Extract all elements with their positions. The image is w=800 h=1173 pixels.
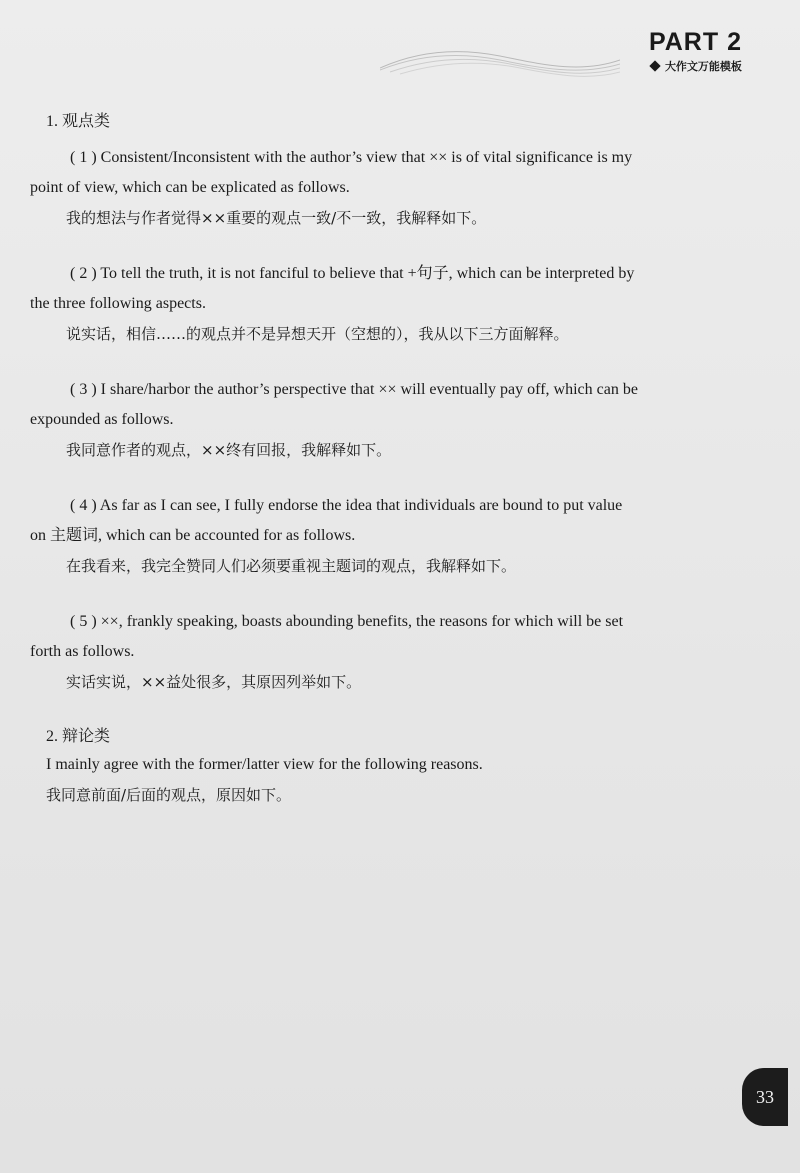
english-line-2: point of view, which can be explicated as follows. bbox=[30, 179, 350, 196]
template-item-3 bbox=[30, 375, 695, 465]
template-chinese: 说实话，相信……的观点并不是异想天开（空想的），我从以下三方面解释。 bbox=[66, 325, 569, 343]
template-chinese: 在我看来，我完全赞同人们必须要重视主题词的观点，我解释如下。 bbox=[66, 557, 517, 575]
template-chinese: 我的想法与作者觉得××重要的观点一致/不一致，我解释如下。 bbox=[66, 209, 487, 227]
debate-english: I mainly agree with the former/latter view for the following reasons. bbox=[46, 756, 483, 773]
debate-chinese: 我同意前面/后面的观点，原因如下。 bbox=[46, 786, 292, 804]
section-debate bbox=[30, 723, 695, 810]
section-title-viewpoint: 1. 观点类 bbox=[46, 113, 111, 130]
template-item-2 bbox=[30, 259, 695, 349]
page-content bbox=[30, 108, 695, 810]
template-chinese: 实话实说，××益处很多，其原因列举如下。 bbox=[66, 673, 362, 691]
template-item-4 bbox=[30, 491, 695, 581]
english-line-1: ××, frankly speaking, boasts abounding benefits, the reasons for which will be set bbox=[100, 613, 624, 630]
template-chinese: 我同意作者的观点，××终有回报，我解释如下。 bbox=[66, 441, 392, 459]
english-line-1: As far as I can see, I fully endorse the idea that individuals are bound to put value bbox=[99, 497, 623, 514]
english-line-1: Consistent/Inconsistent with the author’s view that ×× is of vital significance is my bbox=[100, 149, 633, 166]
page-number-tab: 33 bbox=[742, 1068, 788, 1126]
header-subtitle: 大作文万能模板 bbox=[664, 60, 742, 73]
page-header bbox=[649, 30, 742, 74]
template-english bbox=[30, 375, 695, 435]
english-line-2: expounded as follows. bbox=[30, 411, 174, 428]
item-number: ( 3 ) bbox=[70, 381, 97, 398]
template-english bbox=[30, 491, 695, 551]
section-title-debate: 2. 辩论类 bbox=[46, 728, 111, 745]
item-number: ( 2 ) bbox=[70, 265, 97, 282]
header-wave-decoration bbox=[380, 40, 620, 90]
template-english bbox=[30, 607, 695, 667]
template-item-5 bbox=[30, 607, 695, 697]
english-line-2: on 主题词, which can be accounted for as follows. bbox=[30, 527, 356, 544]
english-line-2: forth as follows. bbox=[30, 643, 135, 660]
item-number: ( 1 ) bbox=[70, 149, 97, 166]
english-line-1: I share/harbor the author’s perspective that ×× will eventually pay off, which can be bbox=[100, 381, 638, 398]
part-label: PART 2 bbox=[648, 28, 742, 56]
english-line-2: the three following aspects. bbox=[30, 295, 206, 312]
header-subtitle-row bbox=[649, 58, 742, 74]
english-line-1: To tell the truth, it is not fanciful to believe that +句子, which can be interpreted by bbox=[100, 265, 635, 282]
template-english bbox=[30, 143, 695, 203]
item-number: ( 4 ) bbox=[70, 497, 97, 514]
item-number: ( 5 ) bbox=[70, 613, 97, 630]
template-item-1 bbox=[30, 143, 695, 233]
template-english bbox=[30, 259, 695, 319]
diamond-bullet-icon bbox=[649, 60, 660, 71]
